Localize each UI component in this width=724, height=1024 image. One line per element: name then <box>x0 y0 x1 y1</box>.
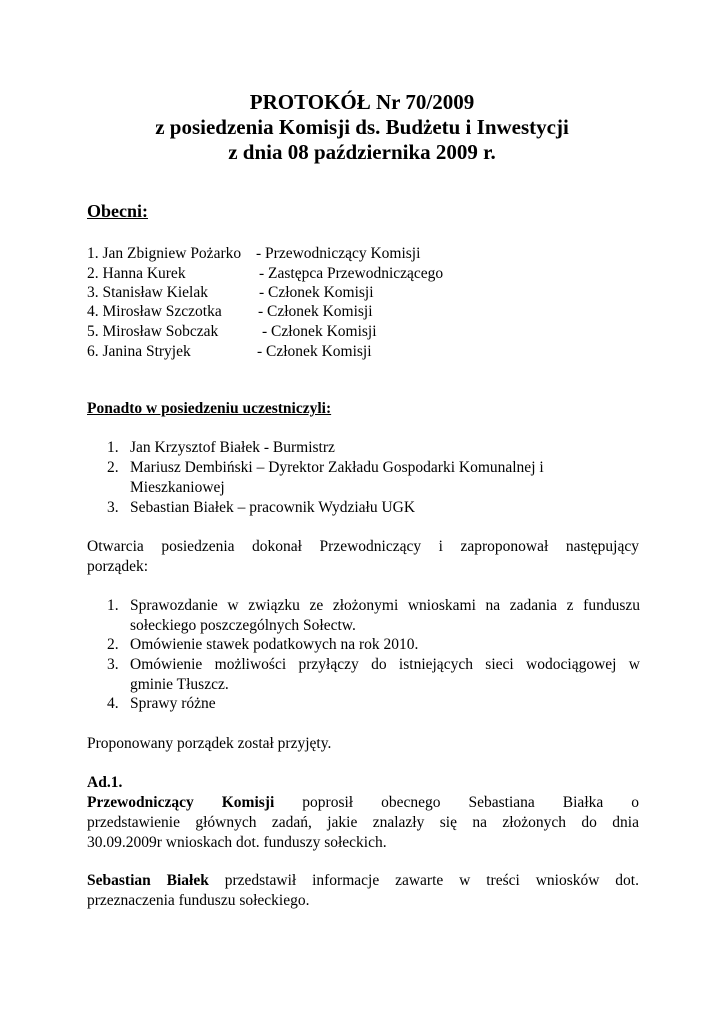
member-name: 2. Hanna Kurek <box>87 265 186 282</box>
list-item: Sebastian Białek – pracownik Wydziału UGK <box>130 499 416 516</box>
agenda-item: Sprawy różne <box>130 695 216 712</box>
protocol-subtitle: z posiedzenia Komisji ds. Budżetu i Inwestycji <box>155 115 569 139</box>
list-number: 4. <box>107 695 119 712</box>
agenda-item <box>130 655 640 695</box>
present-heading: Obecni: <box>87 201 148 221</box>
member-name: 4. Mirosław Szczotka <box>87 303 222 320</box>
participants-heading: Ponadto w posiedzeniu uczestniczyli: <box>87 400 332 417</box>
paragraph-line <box>87 793 639 813</box>
agenda-line: Sprawozdanie w związku ze złożonymi wnioskami na zadania z funduszu <box>130 597 640 614</box>
paragraph-line <box>87 871 639 891</box>
agenda-line: Omówienie możliwości przyłączy do istniejących sieci wodociągowej w <box>130 656 640 673</box>
ad1-paragraph-2 <box>87 871 639 911</box>
agenda-line: gminie Tłuszcz. <box>130 676 229 693</box>
paragraph-line: 30.09.2009r wnioskach dot. funduszy sołeckich. <box>87 834 387 851</box>
member-name: 6. Janina Stryjek <box>87 343 191 360</box>
member-role: - Członek Komisji <box>257 343 372 360</box>
list-number: 1. <box>107 597 119 614</box>
member-name: 5. Mirosław Sobczak <box>87 323 219 340</box>
agenda-item <box>130 596 640 636</box>
paragraph-line: przedstawienie głównych zadań, jakie znalazły się na złożonych do dnia <box>87 814 639 831</box>
ad1-paragraph-1 <box>87 793 639 853</box>
agenda-line: sołeckiego poszczególnych Sołectw. <box>130 617 356 634</box>
paragraph-line: Otwarcia posiedzenia dokonał Przewodniczący i zaproponował następujący <box>87 538 639 555</box>
list-item-continuation: Mieszkaniowej <box>130 479 225 496</box>
member-role: - Zastępca Przewodniczącego <box>259 265 444 282</box>
protocol-date: z dnia 08 października 2009 r. <box>228 140 496 164</box>
paragraph-line: przeznaczenia funduszu sołeckiego. <box>87 892 310 909</box>
member-role: - Członek Komisji <box>258 303 373 320</box>
opening-paragraph <box>87 537 639 577</box>
list-item: Jan Krzysztof Białek - Burmistrz <box>130 439 335 456</box>
member-name: 1. Jan Zbigniew Pożarko <box>87 245 242 262</box>
list-number: 1. <box>107 439 119 456</box>
paragraph-text: przedstawił informacje zawarte w treści wniosków dot. <box>224 872 639 889</box>
member-role: - Członek Komisji <box>262 323 377 340</box>
ad1-heading: Ad.1. <box>87 774 123 791</box>
member-name: 3. Stanisław Kielak <box>87 284 208 301</box>
speaker-name: Przewodniczący Komisji <box>87 794 275 811</box>
paragraph-text: poprosił obecnego Sebastiana Białka o <box>302 794 640 811</box>
protocol-title: PROTOKÓŁ Nr 70/2009 <box>249 90 475 114</box>
list-item: Mariusz Dembiński – Dyrektor Zakładu Gospodarki Komunalnej i <box>130 459 544 476</box>
member-role: - Członek Komisji <box>259 284 374 301</box>
list-number: 3. <box>107 499 119 516</box>
list-number: 2. <box>107 636 119 653</box>
member-role: - Przewodniczący Komisji <box>256 245 421 262</box>
speaker-name: Sebastian Białek <box>87 872 209 889</box>
list-number: 2. <box>107 459 119 476</box>
list-number: 3. <box>107 656 119 673</box>
paragraph-line: porządek: <box>87 558 149 575</box>
agenda-item: Omówienie stawek podatkowych na rok 2010. <box>130 636 419 653</box>
accepted-text: Proponowany porządek został przyjęty. <box>87 735 332 752</box>
